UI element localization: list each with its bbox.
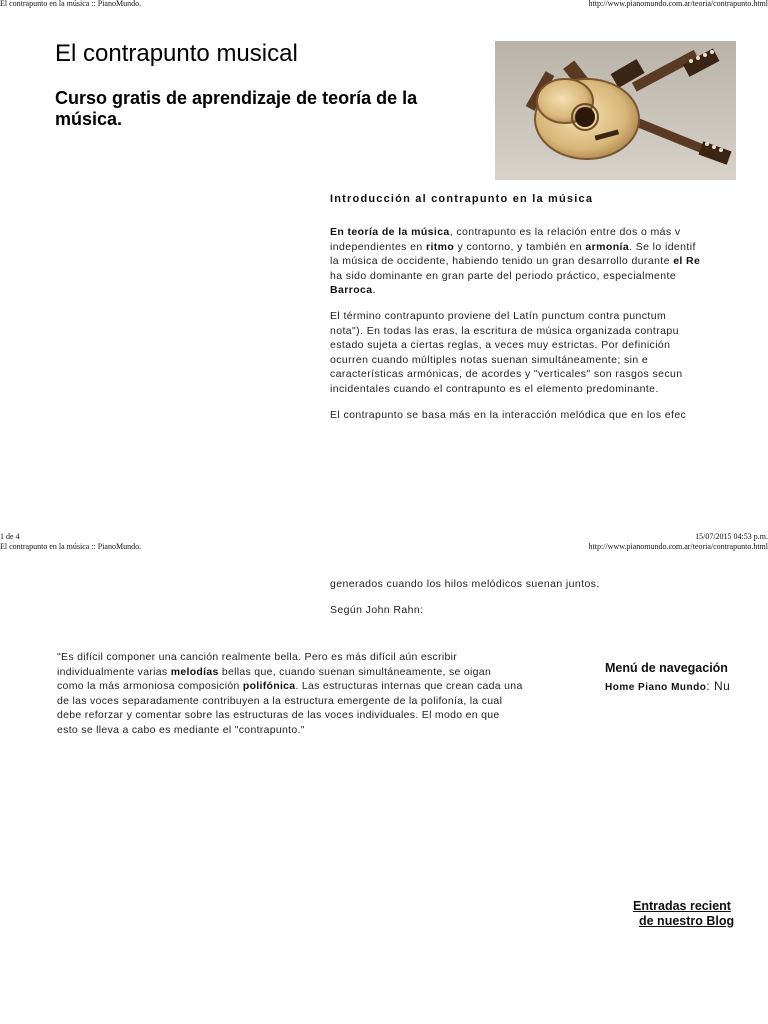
print-header-url[interactable]: http://www.pianomundo.com.ar/teoria/contrapunto.html xyxy=(588,0,768,8)
melodias-link[interactable]: melodías xyxy=(170,665,219,678)
polifonica-link[interactable]: polifónica xyxy=(242,680,296,692)
ritmo-link[interactable]: ritmo xyxy=(425,240,455,253)
page-subtitle: Curso gratis de aprendizaje de teoría de la música. xyxy=(55,88,418,129)
nav-menu-title: Menú de navegación xyxy=(605,661,728,675)
nav-home-link[interactable]: Home Piano Mundo xyxy=(605,682,707,693)
page-counter: 1 de 4 xyxy=(0,532,20,541)
blog-link-line2[interactable]: de nuestro Blog xyxy=(639,914,735,928)
nav-menu xyxy=(605,661,736,695)
paragraph-3: El contrapunto se basa más en la interacción melódica que en los efec xyxy=(330,409,687,421)
nav-home-rest: : Nu xyxy=(706,679,731,693)
print-header-url-2[interactable]: http://www.pianomundo.com.ar/teoria/contrapunto.html xyxy=(588,542,768,551)
page-title: El contrapunto musical xyxy=(55,40,298,67)
paragraph-1: En teoría de la música, contrapunto es la relación entre dos o más v independientes en ritmo y contorno, y también en armonía. Se lo identif la música de occidente, habiendo tenido un gran desarrollo durante el Re ha sido dominante en gran parte del periodo práctico, especialmente Barroca. xyxy=(330,226,701,296)
print-header-left-2: El contrapunto en la música :: PianoMundo. xyxy=(0,542,142,551)
rahn-intro: Según John Rahn: xyxy=(330,604,424,616)
renacimiento-link[interactable]: el Re xyxy=(673,255,701,267)
blog-link-line1[interactable]: Entradas recient xyxy=(633,899,731,913)
section-title: Introducción al contrapunto en la música xyxy=(330,193,594,205)
paragraph-3-continued: generados cuando los hilos melódicos suenan juntos. xyxy=(330,578,600,590)
blog-box xyxy=(620,899,736,935)
print-timestamp: 15/07/2015 04:53 p.m. xyxy=(695,532,768,541)
armonia-link[interactable]: armonía xyxy=(585,240,630,253)
theory-link[interactable]: En teoría de la música xyxy=(330,226,450,238)
guitar-photo-icon xyxy=(495,41,736,180)
paragraph-2: El término contrapunto proviene del Latín punctum contra punctum nota"). En todas las eras, la escritura de música organizada contrapu estado sujeta a ciertas reglas, a veces muy estrictas. Por definición ocurren cuando múltiples notas suenan simultáneamente; sin e características armónicas, de acordes y "verticales" son rasgos secun incidentales cuando el contrapunto es el elemento predominante. xyxy=(330,310,683,395)
print-header-left: El contrapunto en la música :: PianoMundo. xyxy=(0,0,142,8)
barroca-link[interactable]: Barroca xyxy=(330,284,373,296)
guitar-image xyxy=(495,41,736,180)
rahn-quote: "Es difícil componer una canción realmente bella. Pero es más difícil aún escribir individualmente varias melodías bellas que, cuando suenan simultáneamente, se oigan como la más armoniosa composición polifónica. Las estructuras internas que crean cada una de las voces separadamente contribuyen a la estructura emergente de la polifonía, la cual debe reforzar y comentar sobre las estructuras de las voces individuales. El modo en que esto se lleva a cabo es mediante el "contrapunto." xyxy=(57,651,523,736)
